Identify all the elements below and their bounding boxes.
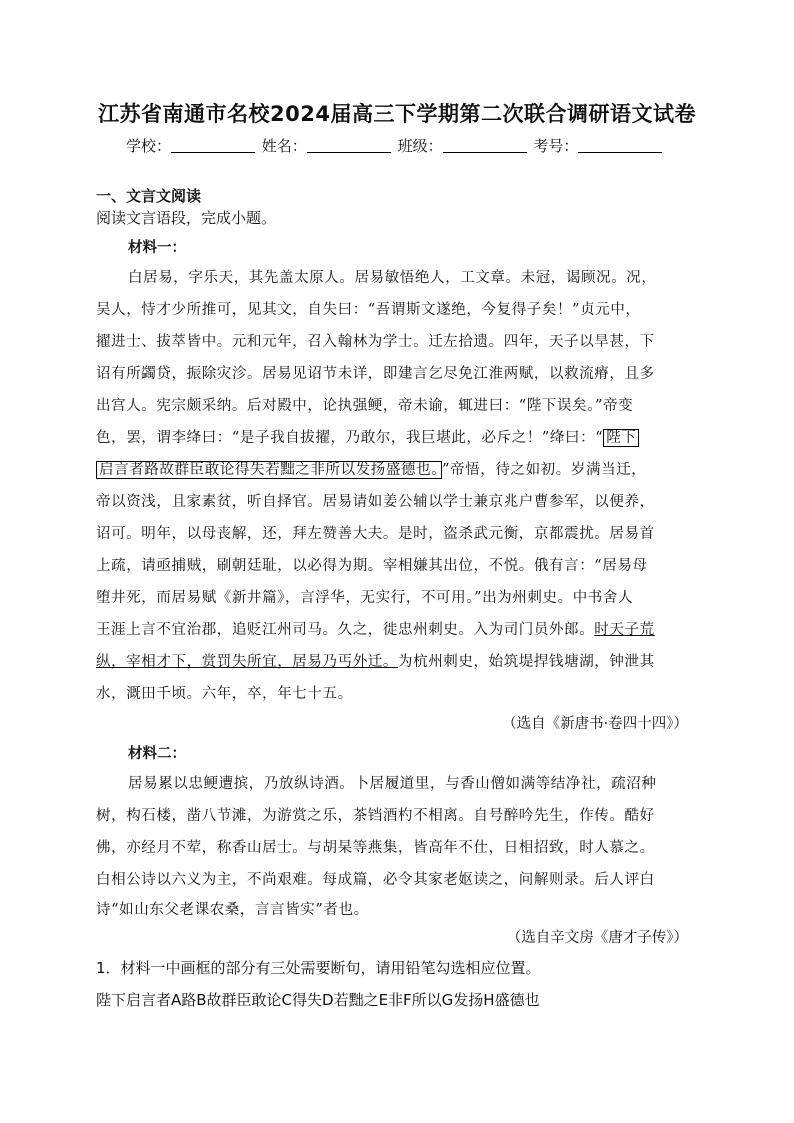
boxed-passage-start: 陛下 — [603, 429, 639, 447]
material1-line: 吴人，恃才少所推可，见其文，自失曰：“吾谓斯文遂绝，今复得子矣！”贞元中， — [96, 302, 641, 318]
material1-line: 堕井死，而居易赋《新井篇》，言浮华，无实行，不可用。”出为州刺史。中书舍人 — [96, 590, 634, 606]
number-label: 考号： — [533, 137, 579, 155]
material1-source: （选自《新唐书·卷四十四》） — [502, 716, 688, 732]
boxed-passage: 启言者路故群臣敢论得失若黜之非所以发扬盛德也。 — [96, 461, 442, 479]
number-blank[interactable] — [578, 138, 662, 153]
name-blank[interactable] — [307, 138, 391, 153]
material2-line: 诗“如山东父老课农桑，言言皆实”者也。 — [96, 902, 369, 918]
student-info-line — [126, 135, 686, 156]
material1-text: 色，罢，谓李绛曰：“是子我自拔擢，乃敢尔，我巨堪此，必斥之！”绛曰：“ — [96, 430, 604, 446]
question-1-options[interactable]: 陛下启言者A路B故群臣敢论C得失D若黜之E非F所以G发扬H盛德也 — [96, 991, 540, 1009]
underlined-passage-start: 时天子荒 — [594, 622, 655, 638]
material1-text: 为杭州刺史，始筑堤捍钱塘湖，钟泄其 — [398, 654, 655, 670]
material1-line: 诏有所蠲贷，振除灾沴。居易见诏节未详，即建言乞尽免江淮两赋，以救流瘠，且多 — [96, 366, 655, 382]
material1-line: 出宫人。宪宗颇采纳。后对殿中，论执强鲠，帝未谕，辄进曰：“陛下误矣。”帝变 — [96, 398, 634, 414]
material1-line: 擢进士、拔萃皆中。元和元年，召入翰林为学士。迁左拾遗。四年，天子以旱甚，下 — [96, 334, 655, 350]
question-1: 1．材料一中画框的部分有三处需要断句，请用铅笔勾选相应位置。 — [96, 959, 541, 977]
material2-source: （选自辛文房《唐才子传》） — [506, 930, 688, 946]
school-label: 学校： — [126, 137, 172, 155]
material1-text: 王涯上言不宜治郡，追贬江州司马。久之，徙忠州刺史。入为司门员外郎。 — [96, 622, 595, 638]
exam-title: 江苏省南通市名校2024届高三下学期第二次联合调研语文试卷 — [98, 102, 696, 126]
class-label: 班级： — [397, 137, 443, 155]
section-heading: 一、文言文阅读 — [96, 187, 202, 205]
material1-line — [96, 458, 690, 479]
material1-line: 水，溉田千顷。六年，卒，年七十五。 — [96, 686, 353, 702]
material1-text: ”帝悟，待之如初。岁满当迁， — [442, 462, 647, 478]
material1-line — [96, 618, 690, 639]
material2-line: 居易累以忠鲠遭摈，乃放纵诗酒。卜居履道里，与香山僧如满等结净社，疏沼种 — [128, 776, 657, 792]
class-blank[interactable] — [443, 138, 527, 153]
school-blank[interactable] — [171, 138, 255, 153]
material1-label: 材料一： — [128, 239, 186, 256]
name-label: 姓名： — [261, 137, 307, 155]
material1-line — [96, 650, 690, 671]
material1-line: 白居易，字乐天，其先盖太原人。居易敏悟绝人，工文章。未冠，谒顾况。况， — [128, 270, 657, 286]
underlined-passage: 纵，宰相才下，赏罚失所宜，居易乃丐外迁。 — [96, 654, 398, 670]
material2-line: 佛，亦经月不荤，称香山居士。与胡杲等燕集，皆高年不仕，日相招致，时人慕之。 — [96, 840, 655, 856]
material1-line: 诏可。明年，以母丧解，还，拜左赞善大夫。是时，盗杀武元衡，京都震扰。居易首 — [96, 526, 655, 542]
material2-label: 材料二： — [128, 745, 186, 762]
section-intro: 阅读文言语段，完成小题。 — [96, 209, 277, 227]
material1-line: 上疏，请亟捕贼，刷朝廷耻，以必得为期。宰相嫌其出位，不悦。俄有言：“居易母 — [96, 558, 648, 574]
material2-line: 白相公诗以六义为主，不尚艰难。每成篇，必令其家老妪读之，问解则录。后人评白 — [96, 872, 655, 888]
material1-line — [96, 426, 690, 447]
material2-line: 树，构石楼，凿八节滩，为游赏之乐，茶铛酒杓不相离。自号醉吟先生，作传。酷好 — [96, 808, 655, 824]
material1-line: 帝以资浅，且家素贫，听自择官。居易请如姜公辅以学士兼京兆户曹参军，以便养， — [96, 494, 655, 510]
